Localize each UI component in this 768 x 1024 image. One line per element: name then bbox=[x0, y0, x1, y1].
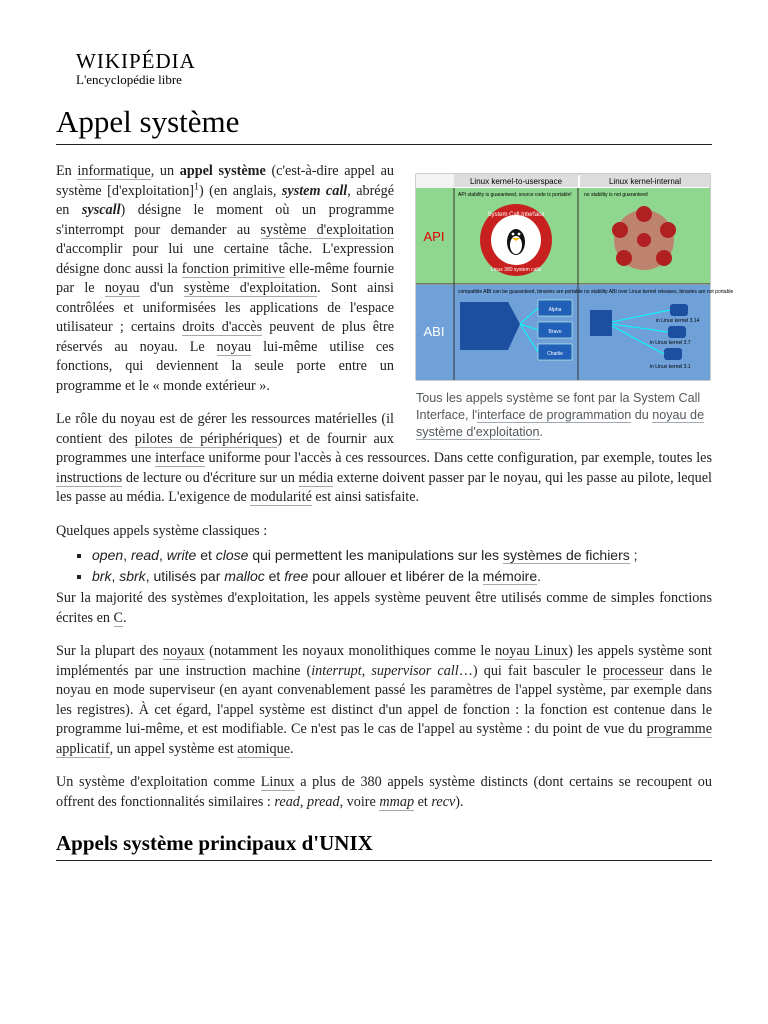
abi-right-item-1: in Linux kernel 3.14 bbox=[656, 318, 700, 324]
term-syscall: syscall bbox=[81, 202, 121, 218]
linux-count-paragraph: Un système d'exploitation comme Linux a plus de 380 appels système distincts (dont certains se recoupent ou offrent des fonctionnalités similaires : read, pread, voire mmap et recv). bbox=[56, 774, 712, 810]
link-processeur[interactable]: processeur bbox=[602, 662, 664, 679]
abi-right-item-2: in Linux kernel 3.7 bbox=[650, 340, 691, 346]
link-noyau-linux[interactable]: noyau Linux bbox=[495, 643, 569, 659]
implementation-paragraph: Sur la plupart des noyaux (notamment les noyaux monolithiques comme le noyau Linux) les appels système sont implémentés par une instruction machine (interrupt, supervisor call…) qui fait basculer le processeur dans le noyau en mode superviseur (en ayant convenablement passé les paramètres de l'appel système, par exemple dans les registres). À cet égard, l'appel système est distinct d'un appel de fonction : la fonction est contenue dans le programme lui-même, et est modifiable. Ce n'est pas le cas de l'appel au système : du point de vue du programme applicatif, un appel système est atomique. bbox=[56, 643, 712, 757]
syscall-ring-label: System Call Interface bbox=[487, 212, 545, 218]
link-interface[interactable]: interface bbox=[155, 450, 205, 466]
link-droits-acces[interactable]: droits d'accès bbox=[182, 319, 263, 335]
figure bbox=[416, 174, 734, 441]
api-left-note: API stability is guaranteed, source code is portable! bbox=[458, 192, 572, 198]
link-mmap[interactable]: mmap bbox=[379, 793, 415, 810]
link-modularite[interactable]: modularité bbox=[250, 489, 312, 505]
footnote-ref[interactable]: 1 bbox=[194, 180, 200, 192]
link-atomique[interactable]: atomique bbox=[237, 740, 291, 757]
diagram-row-api: API bbox=[423, 229, 445, 244]
link-noyau-2[interactable]: noyau bbox=[216, 338, 252, 355]
wikipedia-logo[interactable] bbox=[76, 50, 196, 87]
link-linux[interactable]: Linux bbox=[260, 774, 295, 790]
link-systeme-exploitation-2[interactable]: système d'exploitation bbox=[183, 280, 318, 296]
diagram-header-left: Linux kernel-to-userspace bbox=[469, 177, 563, 186]
abi-right-note: no stability ABI over Linux kernel releases, binaries are not portable bbox=[584, 289, 734, 295]
link-systemes-fichiers[interactable]: systèmes de fichiers bbox=[502, 547, 630, 563]
link-informatique[interactable]: informatique bbox=[77, 163, 151, 179]
figure-caption: Tous les appels système se font par la System Call Interface, l'interface de programmation du noyau de système d'exploitation. bbox=[416, 390, 705, 439]
link-noyau[interactable]: noyau bbox=[104, 280, 140, 296]
classic-calls-list bbox=[56, 545, 712, 587]
c-functions-paragraph: Sur la majorité des systèmes d'exploitation, les appels système peuvent être utilisés comme de simples fonctions écrites en C. bbox=[56, 590, 712, 626]
abi-right-item-3: in Linux kernel 3.1 bbox=[650, 364, 691, 370]
abi-item-3: Charlie bbox=[547, 351, 563, 357]
syscall-count-label: Linux 380 system calls bbox=[490, 267, 542, 273]
link-media[interactable]: média bbox=[298, 469, 334, 486]
caption-link-kernel[interactable]: noyau de système d'exploitation bbox=[416, 407, 705, 439]
section-heading: Appels système principaux d'UNIX bbox=[56, 830, 712, 861]
link-systeme-exploitation[interactable]: système d'exploitation bbox=[260, 221, 394, 238]
caption-link-api[interactable]: interface de programmation bbox=[477, 407, 632, 422]
list-item: ▪ brk, sbrk, utilisés par malloc et free pour allouer et libérer de la mémoire. bbox=[92, 566, 712, 587]
article-body bbox=[56, 162, 734, 861]
page-title: Appel système bbox=[56, 102, 712, 145]
abi-item-2: Bravo bbox=[548, 329, 562, 335]
classic-calls-intro: Quelques appels système classiques : bbox=[56, 522, 268, 539]
link-noyaux[interactable]: noyaux bbox=[162, 643, 205, 659]
list-item: ▪ open, read, write et close qui permettent les manipulations sur les systèmes de fichiers ; bbox=[92, 545, 712, 566]
api-right-note: no stability is not guaranteed bbox=[584, 192, 648, 198]
link-instructions[interactable]: instructions bbox=[56, 469, 123, 486]
intro-paragraph: En informatique, un appel système (c'est-à-dire appel au système [d'exploitation]$^1$) (en anglais, system call, abrégé en syscall) désigne le moment où un programme s'interrompt pour demander au système d'exploitation d'accomplir pour lui une certaine tâche. L'expression désigne donc aussi la fonction primitive elle-même fournie par le noyau d'un système d'exploitation. Sont ainsi contrôlées et uniformisées les applications de l'espace utilisateur ; certains droits d'accès peuvent de plus être réservés au noyau. Le noyau lui-même utilise ces fonctions, qui deviennent la seule porte entre un programme et le « monde extérieur ». bbox=[56, 163, 395, 394]
link-fonction-primitive[interactable]: fonction primitive bbox=[181, 260, 286, 277]
link-memoire[interactable]: mémoire bbox=[482, 568, 538, 584]
abi-item-1: Alpha bbox=[548, 307, 562, 313]
logo-tagline: L'encyclopédie libre bbox=[76, 72, 182, 87]
term-system-call: system call bbox=[281, 182, 348, 199]
linux-syscall-diagram[interactable] bbox=[416, 174, 734, 380]
link-programme-applicatif[interactable]: programme applicatif bbox=[56, 721, 712, 757]
term-appel-systeme: appel système bbox=[179, 163, 266, 179]
logo-wordmark: WIKIPÉDIA bbox=[76, 49, 196, 73]
link-pilotes[interactable]: pilotes de périphériques bbox=[134, 430, 278, 447]
diagram-header-right: Linux kernel-internal bbox=[608, 177, 682, 186]
kernel-role-paragraph: Le rôle du noyau est de gérer les ressources matérielles (il contient des pilotes de périphériques) et de fournir aux programmes une interface uniforme pour l'accès à ces ressources. Dans cette configuration, par exemple, toutes les instructions de lecture ou d'écriture sur un média externe doivent passer par le noyau, qui les passe au pilote, lequel les passe au média. L'exigence de modularité est ainsi satisfaite. bbox=[56, 411, 712, 505]
link-c[interactable]: C bbox=[113, 609, 123, 626]
abi-left-note: compatible ABI can be guaranteed, binaries are portable bbox=[458, 289, 583, 295]
diagram-row-abi: ABI bbox=[423, 324, 445, 339]
